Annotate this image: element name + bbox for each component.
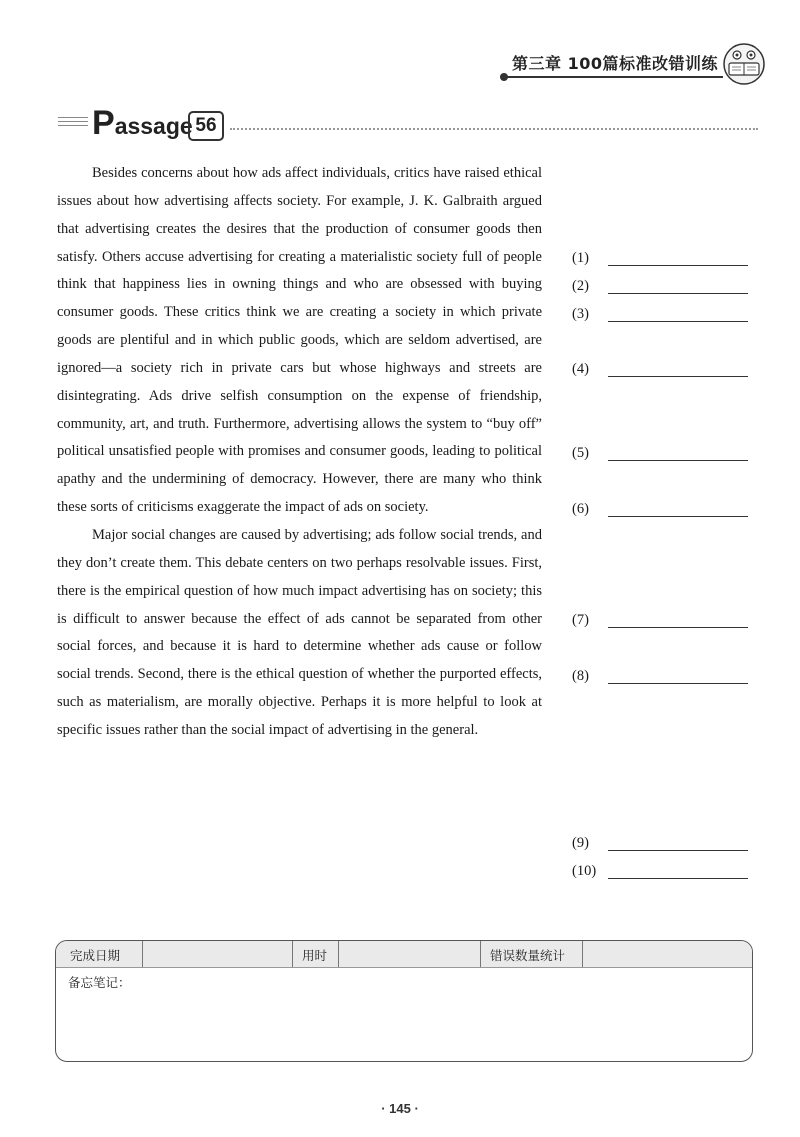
answer-line <box>608 376 748 377</box>
memo-label: 备忘笔记： <box>68 975 131 990</box>
answer-blank-label: (4) <box>572 361 589 377</box>
chapter-title: 第三章 100篇标准改错训练 <box>512 54 718 73</box>
record-separator <box>292 941 293 967</box>
passage-paragraph-2: Major social changes are caused by advertising; ads follow social trends, and they don’t create them. This debate centers on two perhaps resolvable issues. First, there is the empirical question of how much impact advertising has on society; this is difficult to answer because the effect of ads cannot be separated from other social forces, and because it is hard to determine whether ads cause or follow social trends. Second, there is the ethical question of whether the purported effects, such as materialism, are morally objective. Perhaps it is more helpful to look at specific issues rather than the social impact of advertising in the general. <box>57 526 542 738</box>
answer-blank-2[interactable] <box>572 278 750 298</box>
answer-line <box>608 878 748 879</box>
book-mascot-icon <box>722 42 766 86</box>
answer-blank-8[interactable] <box>572 668 750 688</box>
record-separator <box>480 941 481 967</box>
answer-line <box>608 516 748 517</box>
answer-blank-label: (8) <box>572 668 589 684</box>
header-rule <box>505 76 723 78</box>
answer-blank-10[interactable] <box>572 863 750 883</box>
passage-paragraph-1: Besides concerns about how ads affect individuals, critics have raised ethical issues about how advertising affects society. For example, J. K. Galbraith argued that advertising creates the desires that the production of consumer goods then satisfy. Others accuse advertising for creating a materialistic society full of people think that happiness lies in owning things and who are obsessed with buying consumer goods. These critics think we are creating a society in which private goods are plentiful and in which public goods, which are seldom advertised, are ignored—a society rich in private cars but whose highways and streets are disintegrating. Ads drive selfish consumption on the expense of friendship, community, art, and truth. Furthermore, advertising allows the system to “buy off” political unsatisfied people with promises and consumer goods, leading to political apathy and the undermining of democracy. However, there are many who think these sorts of criticisms exaggerate the impact of ads on society. <box>57 165 542 516</box>
record-box <box>55 940 753 1062</box>
answer-line <box>608 460 748 461</box>
answer-blank-label: (9) <box>572 835 589 851</box>
answer-blank-6[interactable] <box>572 501 750 521</box>
title-dotted-rule <box>230 128 758 130</box>
record-header-bar <box>56 941 752 968</box>
answer-line <box>608 321 748 322</box>
answer-blank-label: (3) <box>572 306 589 322</box>
title-decor-lines <box>58 117 88 131</box>
page-number: · 145 · <box>381 1101 419 1116</box>
answer-blank-label: (10) <box>572 863 597 879</box>
answer-blank-label: (7) <box>572 612 589 628</box>
answer-blank-label: (1) <box>572 250 589 266</box>
record-separator <box>142 941 143 967</box>
answer-blank-9[interactable] <box>572 835 750 855</box>
record-separator <box>338 941 339 967</box>
answer-blank-1[interactable] <box>572 250 750 270</box>
passage-body <box>57 160 542 745</box>
answer-blank-label: (2) <box>572 278 589 294</box>
answer-line <box>608 265 748 266</box>
error-count-label: 错误数量统计 <box>490 948 566 963</box>
time-used-label: 用时 <box>302 948 328 963</box>
passage-number-badge: 56 <box>188 111 224 141</box>
passage-title <box>92 104 193 143</box>
answer-blank-label: (5) <box>572 445 589 461</box>
answer-blank-7[interactable] <box>572 612 750 632</box>
record-separator <box>582 941 583 967</box>
answer-blank-label: (6) <box>572 501 589 517</box>
answer-line <box>608 627 748 628</box>
answer-blank-5[interactable] <box>572 445 750 465</box>
answer-blank-3[interactable] <box>572 306 750 326</box>
answer-line <box>608 293 748 294</box>
passage-title-initial: P <box>92 104 115 142</box>
answer-blank-4[interactable] <box>572 361 750 381</box>
answer-line <box>608 850 748 851</box>
completion-date-label: 完成日期 <box>70 948 121 963</box>
passage-title-rest: assage <box>114 113 193 139</box>
answer-line <box>608 683 748 684</box>
